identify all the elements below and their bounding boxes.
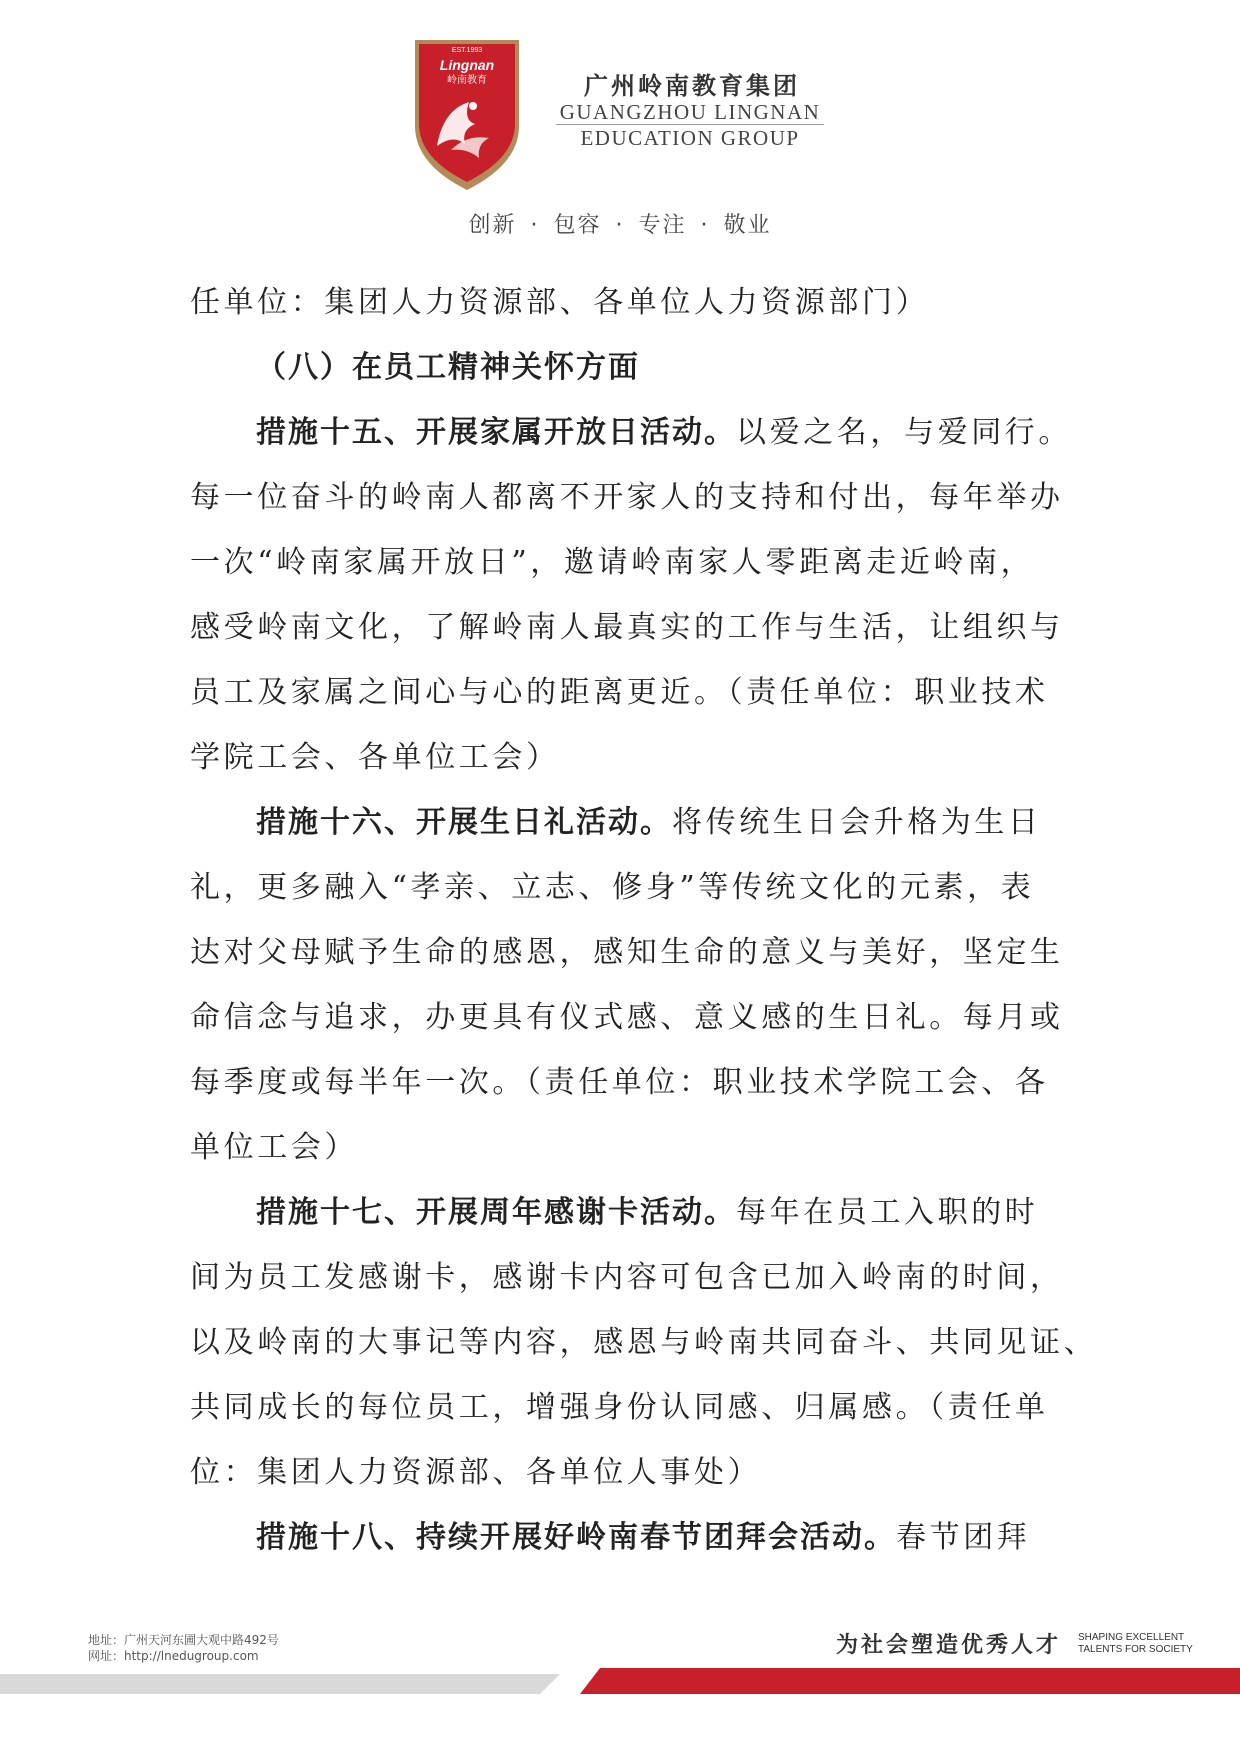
- measure-text: 春节团拜: [896, 1520, 1031, 1555]
- body-line: 每一位奋斗的岭南人都离不开家人的支持和付出，每年举办: [190, 480, 1064, 515]
- slogan-word: 创新: [468, 213, 517, 238]
- logo-brand-cn: 岭南教育: [447, 75, 487, 86]
- footer-slogan-en-line1: SHAPING EXCELLENT: [1078, 1632, 1185, 1643]
- org-name-cn: 广州岭南教育集团: [584, 72, 800, 100]
- measure-text: 将传统生日会升格为生日: [672, 805, 1042, 840]
- body-line: 间为员工发感谢卡，感谢卡内容可包含已加入岭南的时间，: [190, 1260, 1064, 1295]
- org-name-en-line1: GUANGZHOU LINGNAN: [559, 100, 821, 124]
- slogan-word: 专注: [638, 213, 687, 238]
- body-line: 员工及家属之间心与心的距离更近。（责任单位：职业技术: [190, 675, 1049, 710]
- measure-paragraph-start: [190, 1188, 1048, 1253]
- body-line: 学院工会、各单位工会）: [190, 740, 560, 775]
- logo-est-text: EST.1993: [451, 47, 483, 54]
- measure-title: 措施十六、开展生日礼活动。: [256, 805, 672, 840]
- body-line: 以及岭南的大事记等内容，感恩与岭南共同奋斗、共同见证、: [190, 1325, 1098, 1360]
- body-line: 礼，更多融入“孝亲、立志、修身”等传统文化的元素，表: [190, 870, 1035, 905]
- letterhead: [0, 0, 1240, 250]
- measure-paragraph-start: [190, 798, 1048, 863]
- body-line: 位：集团人力资源部、各单位人事处）: [190, 1455, 762, 1490]
- measure-text: 每年在员工入职的时: [736, 1195, 1039, 1230]
- footer-address: 地址：广州天河东圃大观中路492号: [88, 1633, 279, 1647]
- org-name-divider: [556, 124, 824, 125]
- slogan-word: 敬业: [723, 213, 772, 238]
- body-line: 单位工会）: [190, 1130, 358, 1165]
- body-line: 达对父母赋予生命的感恩，感知生命的意义与美好，坚定生: [190, 935, 1064, 970]
- footer-website: 网址：http://lnedugroup.com: [88, 1649, 259, 1663]
- footer-slogan-cn: 为社会塑造优秀人才: [836, 1632, 1062, 1658]
- body-line: 共同成长的每位员工，增强身份认同感、归属感。（责任单: [190, 1390, 1049, 1425]
- org-name-en-line2: EDUCATION GROUP: [580, 126, 800, 150]
- slogan-word: 包容: [553, 213, 602, 238]
- measure-paragraph-start: [190, 408, 1072, 473]
- body-line: 感受岭南文化，了解岭南人最真实的工作与生活，让组织与: [190, 610, 1064, 645]
- phoenix-shield-logo-icon: [413, 40, 521, 190]
- document-body: [190, 278, 1098, 1578]
- footer-slogan-en: [1078, 1632, 1193, 1656]
- core-values-slogan: 创新 · 包容 · 专注 · 敬业: [468, 213, 772, 238]
- footer-address-block: [88, 1632, 279, 1664]
- footer-stripe: [0, 1668, 1240, 1694]
- body-line: 每季度或每半年一次。（责任单位：职业技术学院工会、各: [190, 1065, 1049, 1100]
- measure-title: 措施十五、开展家属开放日活动。: [256, 415, 736, 450]
- measure-text: 以爱之名，与爱同行。: [736, 415, 1072, 450]
- measure-title: 措施十七、开展周年感谢卡活动。: [256, 1195, 736, 1230]
- measure-paragraph-start: [190, 1513, 1048, 1578]
- body-line: 命信念与追求，办更具有仪式感、意义感的生日礼。每月或: [190, 1000, 1064, 1035]
- section-heading: （八）在员工精神关怀方面: [256, 350, 640, 385]
- footer-slogan-en-line2: TALENTS FOR SOCIETY: [1078, 1644, 1193, 1655]
- logo-brand-en: Lingnan: [439, 57, 495, 73]
- body-line: 一次“岭南家属开放日”，邀请岭南家人零距离走近岭南，: [190, 545, 1035, 580]
- measure-title: 措施十八、持续开展好岭南春节团拜会活动。: [256, 1520, 896, 1555]
- body-line: 任单位：集团人力资源部、各单位人力资源部门）: [190, 285, 930, 320]
